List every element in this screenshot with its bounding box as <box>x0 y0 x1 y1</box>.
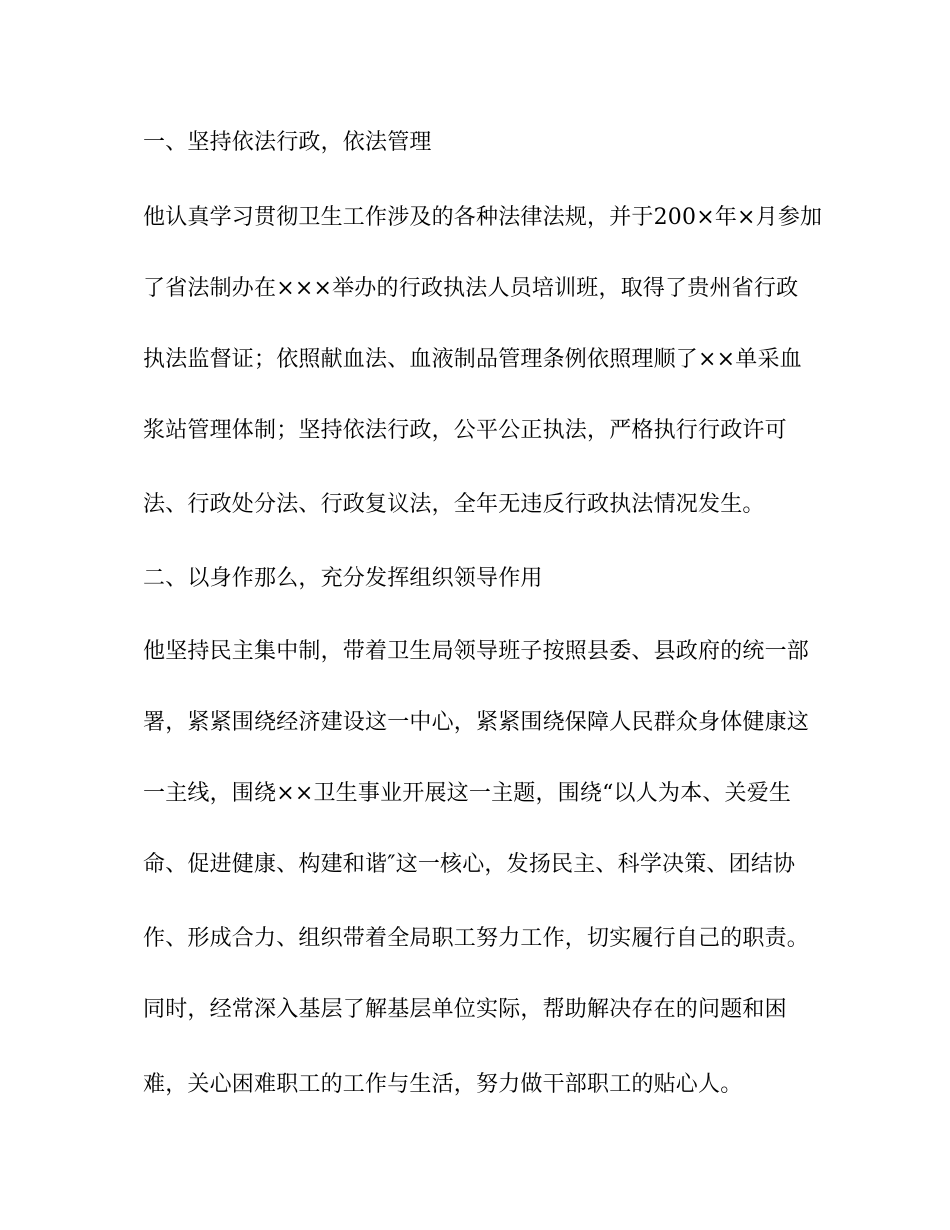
paragraph-line: 执法监督证；依照献血法、血液制品管理条例依照理顺了××单采血 <box>143 347 802 372</box>
section-heading-2: 二、以身作那么，充分发挥组织领导作用 <box>143 566 543 591</box>
paragraph-line: 了省法制办在×××举办的行政执法人员培训班，取得了贵州省行政 <box>143 276 799 301</box>
section-heading-1: 一、坚持依法行政，依法管理 <box>143 130 432 155</box>
paragraph-line: 法、行政处分法、行政复议法，全年无违反行政执法情况发生。 <box>143 492 765 517</box>
paragraph-line: 命、促进健康、构建和谐″这一核心，发扬民主、科学决策、团结协 <box>143 852 796 877</box>
paragraph-line: 作、形成合力、组织带着全局职工努力工作，切实履行自己的职责。 <box>143 926 810 951</box>
paragraph-line: 他认真学习贯彻卫生工作涉及的各种法律法规，并于200×年×月参加 <box>143 205 823 230</box>
paragraph-line: 一主线，围绕××卫生事业开展这一主题，围绕“以人为本、关爱生 <box>143 781 792 806</box>
paragraph-line: 他坚持民主集中制，带着卫生局领导班子按照县委、县政府的统一部 <box>143 639 810 664</box>
paragraph-line: 难，关心困难职工的工作与生活，努力做干部职工的贴心人。 <box>143 1072 743 1097</box>
paragraph-line: 署，紧紧围绕经济建设这一中心，紧紧围绕保障人民群众身体健康这 <box>143 710 810 735</box>
paragraph-line: 同时，经常深入基层了解基层单位实际，帮助解决存在的问题和困 <box>143 997 787 1022</box>
paragraph-line: 浆站管理体制；坚持依法行政，公平公正执法，严格执行行政许可 <box>143 418 787 443</box>
